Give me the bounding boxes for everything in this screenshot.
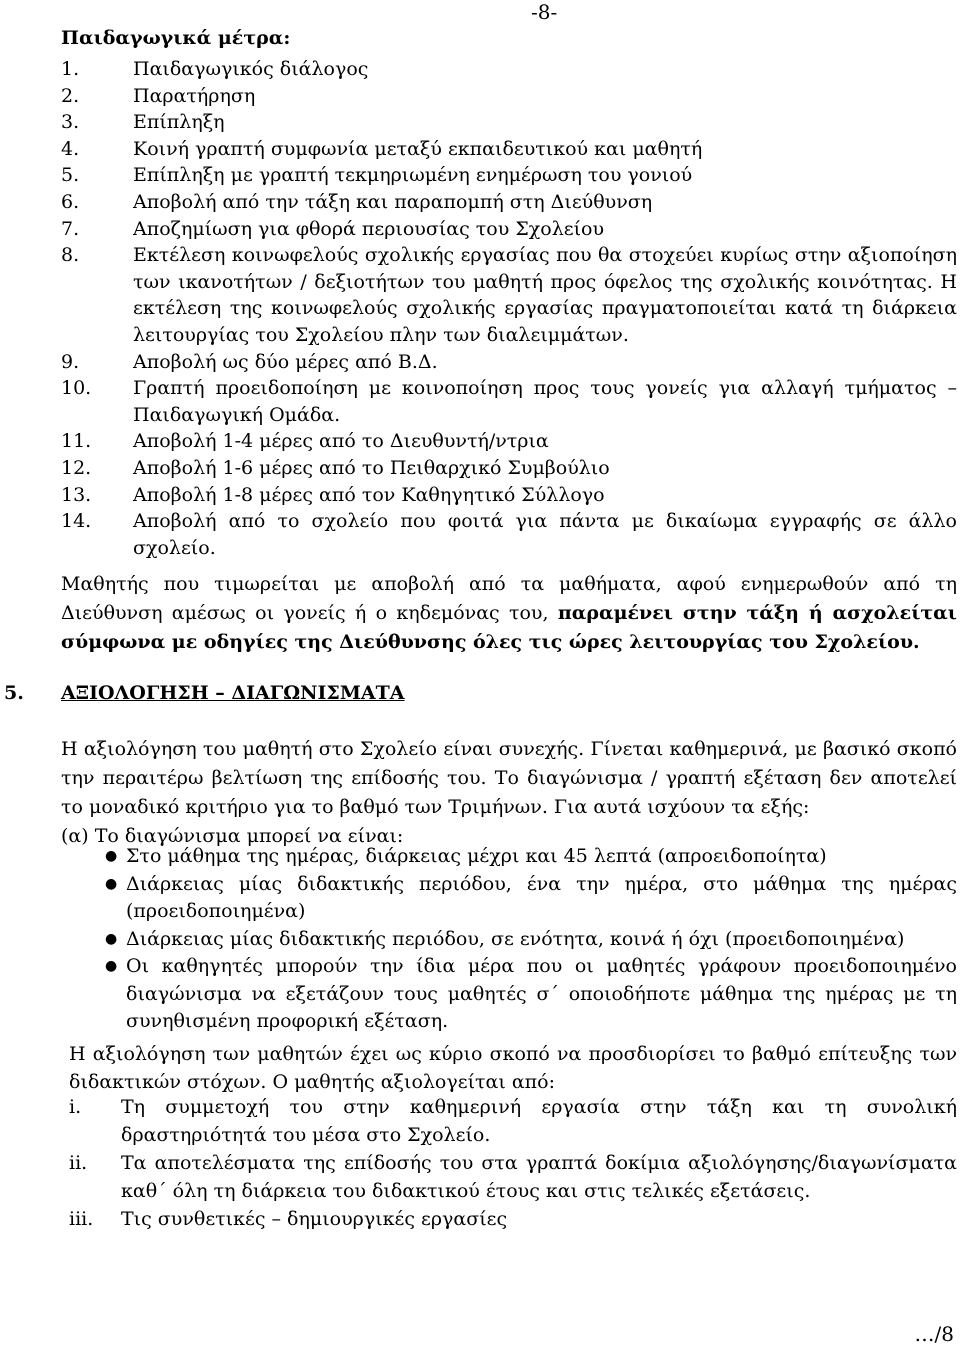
list-item-text: Αποβολή από την τάξη και παραπομπή στη Διεύθυνση bbox=[133, 190, 653, 213]
list-item-number: 3. bbox=[61, 111, 80, 134]
list-item-number: 9. bbox=[61, 350, 80, 373]
list-item-text: Επίπληξη bbox=[133, 111, 225, 134]
bullet-item bbox=[61, 953, 957, 1036]
criteria-text: Τα αποτελέσματα της επίδοσής του στα γραπτά δοκίμια αξιολόγησης/διαγωνίσματα καθ΄ όλη τη διάρκεια του διδακτικού έτους και στις τελικές εξετάσεις. bbox=[121, 1152, 957, 1202]
list-item-number: 2. bbox=[61, 84, 80, 107]
list-item-text: Γραπτή προειδοποίηση με κοινοποίηση προς τους γονείς για αλλαγή τμήματος – Παιδαγωγική Ομάδα. bbox=[133, 377, 957, 426]
list-item-text: Αποβολή 1-4 μέρες από το Διευθυντή/ντρια bbox=[133, 430, 549, 453]
list-item bbox=[61, 136, 957, 163]
section-heading bbox=[4, 680, 804, 706]
bullet-icon: ● bbox=[105, 958, 118, 974]
bullet-text: Διάρκειας μίας διδακτικής περιόδου, σε ενότητα, κοινά ή όχι (προειδοποιημένα) bbox=[126, 927, 905, 950]
criteria-text: Τις συνθετικές – δημιουργικές εργασίες bbox=[121, 1208, 508, 1230]
list-item-number: 1. bbox=[61, 58, 80, 80]
note-normal-text: Μαθητής που τιμωρείται με αποβολή από τα μαθήματα, αφού ενημερωθούν από τη Διεύθυνση αμέσως οι γονείς ή ο κηδεμόνας του, bbox=[61, 573, 957, 624]
list-item-number: 13. bbox=[61, 483, 92, 506]
list-item-number: 5. bbox=[61, 164, 80, 187]
list-item bbox=[61, 482, 957, 509]
list-item-text: Παρατήρηση bbox=[133, 84, 256, 107]
bullet-item bbox=[61, 871, 957, 926]
criteria-number: ii. bbox=[69, 1152, 88, 1174]
list-item bbox=[61, 242, 957, 348]
list-item-number: 14. bbox=[61, 510, 92, 533]
test-types-list bbox=[61, 843, 957, 1036]
list-item-text: Αποβολή από το σχολείο που φοιτά για πάντα με δικαίωμα εγγραφής σε άλλο σχολείο. bbox=[133, 510, 957, 559]
list-item-number: 12. bbox=[61, 456, 92, 479]
list-item-text: Αποβολή 1-6 μέρες από το Πειθαρχικό Συμβούλιο bbox=[133, 456, 610, 479]
criteria-item bbox=[69, 1149, 957, 1205]
list-item-number: 4. bbox=[61, 137, 80, 160]
list-item-number: 6. bbox=[61, 190, 80, 213]
list-item-number: 10. bbox=[61, 377, 92, 400]
list-item bbox=[61, 83, 957, 110]
list-item-number: 8. bbox=[61, 244, 80, 267]
measures-list bbox=[61, 56, 957, 561]
assessment-subheading: (α) Το διαγώνισμα μπορεί να είναι: bbox=[61, 825, 404, 847]
measures-heading: Παιδαγωγικά μέτρα: bbox=[61, 27, 291, 49]
list-item-text: Επίπληξη με γραπτή τεκμηριωμένη ενημέρωση του γονιού bbox=[133, 164, 693, 187]
list-item-text: Αποβολή 1-8 μέρες από τον Καθηγητικό Σύλλογο bbox=[133, 483, 605, 506]
list-item bbox=[61, 189, 957, 216]
list-item bbox=[61, 508, 957, 561]
list-item-text: Παιδαγωγικός διάλογος bbox=[133, 58, 369, 80]
list-item-text: Αποζημίωση για φθορά περιουσίας του Σχολείου bbox=[133, 217, 605, 240]
bullet-item bbox=[61, 926, 957, 954]
list-item-text: Εκτέλεση κοινωφελούς σχολικής εργασίας που θα στοχεύει κυρίως στην αξιοποίηση των ικανοτήτων / δεξιοτήτων του μαθητή προς όφελος της σχολικής κοινότητας. Η εκτέλεση της κοινωφελούς σχολικής εργασίας πραγματοποιείται κατά τη διάρκεια λειτουργίας του Σχολείου πλην των διαλειμμάτων. bbox=[133, 244, 957, 346]
list-item bbox=[61, 375, 957, 428]
list-item bbox=[61, 109, 957, 136]
criteria-number: iii. bbox=[69, 1208, 94, 1230]
list-item-text: Αποβολή ως δύο μέρες από Β.Δ. bbox=[133, 350, 438, 373]
removal-note bbox=[61, 570, 957, 657]
criteria-item bbox=[69, 1205, 957, 1233]
list-item bbox=[61, 349, 957, 376]
section-title: ΑΞΙΟΛΟΓΗΣΗ – ΔΙΑΓΩΝΙΣΜΑΤΑ bbox=[61, 682, 405, 704]
section-number: 5. bbox=[4, 682, 24, 704]
criteria-item bbox=[69, 1093, 957, 1149]
assessment-paragraph bbox=[61, 735, 957, 851]
list-item bbox=[61, 216, 957, 243]
bullet-text: Οι καθηγητές μπορούν την ίδια μέρα που οι μαθητές γράφουν προειδοποιημένο διαγώνισμα να εξετάζουν τους μαθητές σ΄ οποιοδήποτε μάθημα της ημέρας με τη συνηθισμένη προφορική εξέταση. bbox=[126, 955, 957, 1032]
bullet-text: Στο μάθημα της ημέρας, διάρκειας μέχρι και 45 λεπτά (απροειδοποίητα) bbox=[126, 845, 827, 867]
list-item-text: Κοινή γραπτή συμφωνία μεταξύ εκπαιδευτικού και μαθητή bbox=[133, 137, 703, 160]
bullet-icon: ● bbox=[105, 875, 118, 892]
bullet-icon: ● bbox=[105, 848, 118, 864]
evaluation-paragraph: Η αξιολόγηση των μαθητών έχει ως κύριο σκοπό να προσδιορίσει το βαθμό επίτευξης των διδακτικών στόχων. Ο μαθητής αξιολογείται από: bbox=[69, 1043, 957, 1093]
list-item-number: 7. bbox=[61, 217, 80, 240]
criteria-list bbox=[69, 1093, 957, 1233]
criteria-number: i. bbox=[69, 1096, 82, 1118]
list-item bbox=[61, 56, 957, 83]
assessment-text: Η αξιολόγηση του μαθητή στο Σχολείο είναι συνεχής. Γίνεται καθημερινά, με βασικό σκοπό την περαιτέρω βελτίωση της επίδοσής του. Το διαγώνισμα / γραπτή εξέταση δεν αποτελεί το μοναδικό κριτήριο για το βαθμό των Τριμήνων. Για αυτά ισχύουν τα εξής: bbox=[61, 738, 957, 818]
list-item bbox=[61, 428, 957, 455]
page-footer: …/8 bbox=[914, 1322, 954, 1346]
list-item bbox=[61, 455, 957, 482]
note-bold-text: παραμένει στην τάξη ή ασχολείται σύμφωνα με οδηγίες της Διεύθυνσης όλες τις ώρες λειτουργίας του Σχολείου. bbox=[61, 602, 957, 653]
criteria-text: Τη συμμετοχή του στην καθημερινή εργασία στην τάξη και τη συνολική δραστηριότητά του μέσα στο Σχολείο. bbox=[121, 1096, 957, 1146]
page-number: -8- bbox=[531, 0, 558, 24]
list-item-number: 11. bbox=[61, 430, 92, 453]
bullet-text: Διάρκειας μίας διδακτικής περιόδου, ένα την ημέρα, στο μάθημα της ημέρας (προειδοποιημένα) bbox=[126, 872, 957, 922]
bullet-item bbox=[61, 843, 957, 871]
list-item bbox=[61, 162, 957, 189]
bullet-icon: ● bbox=[105, 930, 118, 947]
